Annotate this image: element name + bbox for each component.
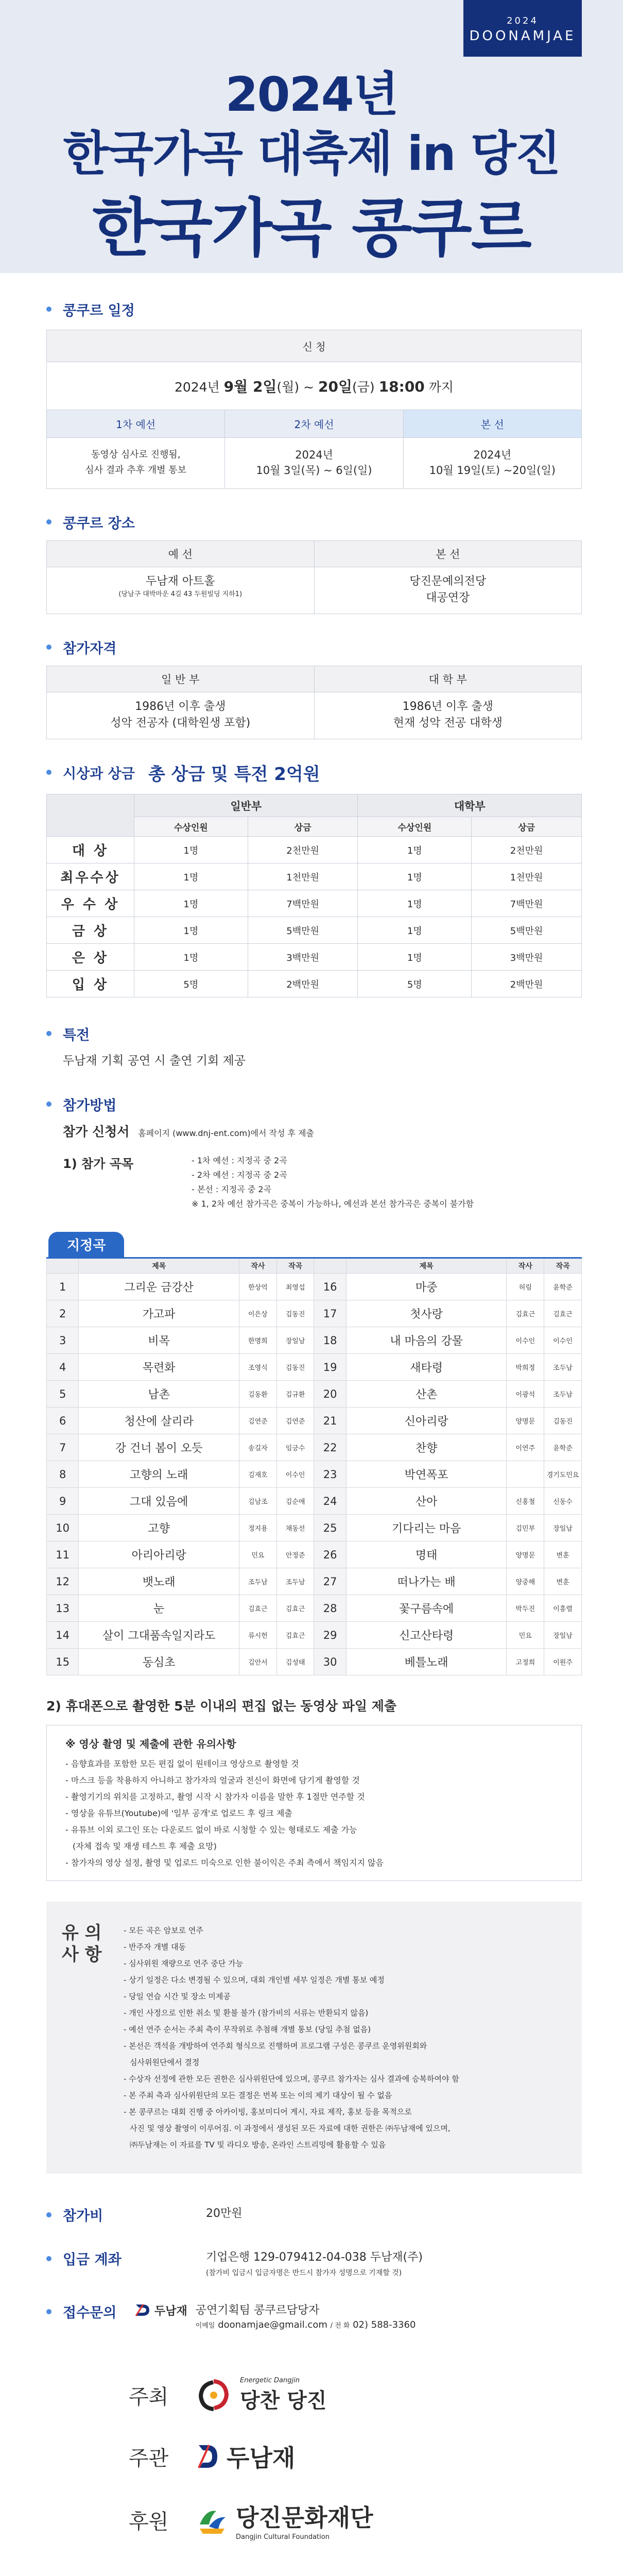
song-row <box>47 1649 582 1675</box>
song-number: 28 <box>314 1595 346 1622</box>
bullet-dot-icon <box>46 519 51 524</box>
song-row <box>47 1327 582 1354</box>
song-title: 그대 있음에 <box>79 1488 239 1515</box>
song-lyricist: 김재호 <box>239 1461 277 1488</box>
song-lyricist: 정지용 <box>239 1515 277 1541</box>
song-composer: 조두남 <box>544 1381 582 1408</box>
general-count: 1명 <box>134 917 248 944</box>
fee-contact-section <box>0 2205 623 2330</box>
prize-title: 시상과 상금 총 상금 및 특전 2억원 <box>46 757 582 788</box>
general-count: 1명 <box>134 863 248 890</box>
song-number: 22 <box>314 1434 346 1461</box>
song-lyricist: 고정희 <box>507 1649 544 1675</box>
song-number: 14 <box>47 1622 79 1649</box>
univ-count: 1명 <box>358 863 472 890</box>
song-composer: 김성태 <box>276 1649 314 1675</box>
round-first: 1차 예선 동영상 심사로 진행됨, 심사 결과 추후 개별 통보 <box>47 410 225 488</box>
account-number: 기업은행 129-079412-04-038 두남재(주) <box>206 2251 423 2264</box>
song-number: 16 <box>314 1274 346 1300</box>
song-composer: 김효근 <box>544 1300 582 1327</box>
song-composer: 장일남 <box>544 1622 582 1649</box>
song-number: 23 <box>314 1461 346 1488</box>
song-title: 꽃구름속에 <box>346 1595 507 1622</box>
bullet-dot-icon <box>46 2309 51 2314</box>
doonamjae-mark-icon <box>134 2301 151 2319</box>
song-number: 11 <box>47 1541 79 1568</box>
song-row <box>47 1274 582 1300</box>
song-number: 29 <box>314 1622 346 1649</box>
song-number: 2 <box>47 1300 79 1327</box>
schedule-section <box>0 294 623 489</box>
song-number: 25 <box>314 1515 346 1541</box>
round-second: 2차 예선 2024년 10월 3일(목) ~ 6일(일) <box>225 410 403 488</box>
song-composer: 김규환 <box>276 1381 314 1408</box>
song-number: 9 <box>47 1488 79 1515</box>
general-count: 1명 <box>134 890 248 917</box>
song-row <box>47 1488 582 1515</box>
univ-money: 5백만원 <box>472 917 582 944</box>
song-number: 21 <box>314 1408 346 1434</box>
application-form-line: 참가 신청서 홈페이지 (www.dnj-ent.com)에서 작성 후 제출 <box>63 1124 314 1139</box>
song-number: 30 <box>314 1649 346 1675</box>
song-number: 18 <box>314 1327 346 1354</box>
song-title: 목련화 <box>79 1354 239 1381</box>
song-composer: 김순애 <box>276 1488 314 1515</box>
prize-row <box>47 944 582 971</box>
univ-division-header: 대학부 <box>358 794 582 817</box>
bullet-dot-icon <box>46 2212 51 2217</box>
song-title: 고향 <box>79 1515 239 1541</box>
bullet-dot-icon <box>46 307 51 312</box>
general-money: 2천만원 <box>248 837 358 863</box>
song-title: 마중 <box>346 1274 507 1300</box>
notes-box <box>46 1902 582 2174</box>
prize-award-label: 대 상 <box>47 837 134 863</box>
song-title: 아리아리랑 <box>79 1541 239 1568</box>
benefit-text: 두남재 기획 공연 시 출연 기회 제공 <box>63 1054 246 1067</box>
organizer-name: 두남재 <box>227 2444 296 2472</box>
song-row <box>47 1434 582 1461</box>
song-number: 10 <box>47 1515 79 1541</box>
song-title: 첫사랑 <box>346 1300 507 1327</box>
song-composer: 김효근 <box>276 1622 314 1649</box>
song-number: 27 <box>314 1568 346 1595</box>
song-lyricist: 김민부 <box>507 1515 544 1541</box>
song-title: 산촌 <box>346 1381 507 1408</box>
song-number: 4 <box>47 1354 79 1381</box>
song-number: 15 <box>47 1649 79 1675</box>
song-lyricist <box>507 1461 544 1488</box>
title-competition: 한국가곡 콩쿠르 <box>92 192 531 265</box>
prize-section <box>0 757 623 997</box>
song-composer: 조두남 <box>544 1354 582 1381</box>
apply-label: 신 청 <box>47 330 581 362</box>
song-lyricist: 양중해 <box>507 1568 544 1595</box>
song-row <box>47 1461 582 1488</box>
general-money: 7백만원 <box>248 890 358 917</box>
video-requirement-title: 2) 휴대폰으로 촬영한 5분 이내의 편집 없는 동영상 파일 제출 <box>46 1699 397 1714</box>
song-lyricist: 김효근 <box>239 1595 277 1622</box>
univ-count: 1명 <box>358 917 472 944</box>
song-number: 17 <box>314 1300 346 1327</box>
song-title: 그리운 금강산 <box>79 1274 239 1300</box>
song-number: 7 <box>47 1434 79 1461</box>
song-composer: 이흥렬 <box>544 1595 582 1622</box>
song-composer: 이수인 <box>544 1327 582 1354</box>
song-lyricist: 박두진 <box>507 1595 544 1622</box>
song-title: 가고파 <box>79 1300 239 1327</box>
song-row <box>47 1568 582 1595</box>
benefit-title: 특전 <box>46 1018 582 1049</box>
total-prize-headline: 총 상금 및 특전 2억원 <box>148 764 320 785</box>
designated-songs-section <box>0 1232 623 2174</box>
year-tag: 2024 <box>507 15 539 26</box>
notes-list: - 모든 곡은 암보로 연주 - 반주자 개별 대동 - 심사위원 재량으로 연주 중단 가능 - 상기 일정은 다소 변경될 수 있으며, 대회 개인별 세부 일정은 개별 통보 예정 - 당일 연습 시간 및 장소 미제공 - 개인 사정으로 인한 취소 및 환불 불가 (참가비의 서류는 반환되지 않음) - 예선 연주 순서는 주최 측이 무작위로 추첨해 개별 통보 (당일 추첨 없음) - 본선은 객석을 개방하여 연주회 형식으로 진행하며 프로그램 구성은 콩쿠르 운영위원회와 심사위원단에서 결정 - 수상자 선정에 관한 모든 권한은 심사위원단에 있으며, 콩쿠르 참가자는 심사 결과에 승복하여야 함 - 본 주최 측과 심사위원단의 모든 결정은 번복 또는 이의 제기 대상이 될 수 없음 - 본 콩쿠르는 대회 진행 중 아카이빙, 홍보미디어 게시, 자료 제작, 홍보 등을 목적으로 사진 및 영상 촬영이 이루어짐. 이 과정에서 생성된 모든 자료에 대한 권한은 ㈜두남재에 있으며, ㈜두남재는 이 자료를 TV 및 라디오 방송, 온라인 스트리밍에 활용할 수 있음 <box>124 1926 459 2149</box>
contact-email: doonamjae@gmail.com <box>218 2319 327 2330</box>
doonamjae-logo-icon <box>196 2441 219 2472</box>
song-composer: 안정준 <box>276 1541 314 1568</box>
song-number: 13 <box>47 1595 79 1622</box>
song-lyricist: 김안서 <box>239 1649 277 1675</box>
fee-value: 20만원 <box>206 2207 243 2220</box>
song-lyricist: 김동환 <box>239 1381 277 1408</box>
song-title: 찬향 <box>346 1434 507 1461</box>
song-composer: 장일남 <box>544 1515 582 1541</box>
univ-money: 3백만원 <box>472 944 582 971</box>
song-composer: 최영섭 <box>276 1274 314 1300</box>
song-row <box>47 1408 582 1434</box>
song-title: 비목 <box>79 1327 239 1354</box>
bullet-dot-icon <box>46 645 51 650</box>
song-lyricist: 허림 <box>507 1274 544 1300</box>
song-composer: 김효근 <box>276 1595 314 1622</box>
song-lyricist: 이수인 <box>507 1327 544 1354</box>
song-lyricist: 이광석 <box>507 1381 544 1408</box>
song-composer: 신동수 <box>544 1488 582 1515</box>
song-title: 박연폭포 <box>346 1461 507 1488</box>
general-division-header: 일반부 <box>134 794 358 817</box>
songs-requirement: 1) 참가 곡목 - 1차 예선 : 지정곡 중 2곡 - 2차 예선 : 지정곡 중 2곡 - 본선 : 지정곡 중 2곡 ※ 1, 2차 예선 참가곡은 중복이 가능하나, 예선과 본선 참가곡은 중복이 불가함 <box>63 1156 474 1209</box>
method-title: 참가방법 <box>46 1089 582 1120</box>
prize-award-label: 금 상 <box>47 917 134 944</box>
bullet-dot-icon <box>46 1101 51 1107</box>
song-composer: 김동진 <box>276 1354 314 1381</box>
song-row <box>47 1300 582 1327</box>
song-lyricist: 김연준 <box>239 1408 277 1434</box>
song-title: 동심초 <box>79 1649 239 1675</box>
song-composer: 이원주 <box>544 1649 582 1675</box>
song-number: 3 <box>47 1327 79 1354</box>
general-count: 1명 <box>134 944 248 971</box>
eligibility-section <box>0 632 623 739</box>
song-lyricist: 조영식 <box>239 1354 277 1381</box>
prize-award-label: 최우수상 <box>47 863 134 890</box>
song-number: 20 <box>314 1381 346 1408</box>
song-composer: 변훈 <box>544 1541 582 1568</box>
song-title: 뱃노래 <box>79 1568 239 1595</box>
venue-box: 예 선 두남재 아트홀 (당남구 대박마운 4길 43 두원빌딩 지하1) 본 선 당진문예의전당 대공연장 <box>46 540 582 614</box>
song-title: 떠나가는 배 <box>346 1568 507 1595</box>
prize-row <box>47 890 582 917</box>
song-number: 6 <box>47 1408 79 1434</box>
song-lyricist: 이연주 <box>507 1434 544 1461</box>
song-title: 신고산타령 <box>346 1622 507 1649</box>
schedule-title: 콩쿠르 일정 <box>46 294 582 325</box>
song-composer: 김연준 <box>276 1408 314 1434</box>
general-money: 1천만원 <box>248 863 358 890</box>
univ-count: 1명 <box>358 837 472 863</box>
brand-tag: DOONAMJAE <box>469 28 576 44</box>
general-money: 2백만원 <box>248 971 358 997</box>
general-count: 5명 <box>134 971 248 997</box>
prize-award-label: 우 수 상 <box>47 890 134 917</box>
designated-songs-table: 제목 작사 작곡 제목 작사 작곡 1 그리운 금강산 한상억 최영섭 16 마중 허림 윤학준 2 가고파 이은상 김동진 17 첫사랑 김효근 김효근 3 비목 한명희 장일남 18 내 마음의 강물 이수인 이수인 4 목련화 조영식 김동진 19 새타령 박희정 조두남 5 남촌 김동환 김규환 20 산촌 이광석 조두남 6 청산에 살리라 김연준 김연준 21 신아리랑 양명문 김동진 7 강 건너 봄이 오듯 송길자 임긍수 22 찬향 이연주 윤학준 8 고향의 노래 김재호 이수인 23 박연폭포 경기도민요 9 그대 있음에 김남조 김순애 24 산아 신홍철 신동수 10 고향 정지용 채동선 25 기다리는 마음 김민부 장일남 11 아리아리랑 민요 안정준 26 명태 양명문 변훈 12 뱃노래 조두남 조두남 27 떠나가는 배 양중해 변훈 13 눈 김효근 김효근 28 꽃구름속에 박두진 이흥렬 14 살이 그대품속일지라도 류시헌 김효근 29 신고산타령 민요 장일남 15 동심초 김안서 김성태 30 베틀노래 고정희 이원주 <box>46 1257 582 1675</box>
poster-header <box>0 0 623 273</box>
prize-row <box>47 917 582 944</box>
song-row <box>47 1541 582 1568</box>
bullet-dot-icon <box>46 2256 51 2261</box>
host-name: 당찬 당진 <box>240 2389 327 2413</box>
song-lyricist: 박희정 <box>507 1354 544 1381</box>
song-title: 살이 그대품속일지라도 <box>79 1622 239 1649</box>
song-number: 1 <box>47 1274 79 1300</box>
univ-money: 2천만원 <box>472 837 582 863</box>
contact-phone: 02) 588-3360 <box>353 2319 416 2330</box>
venue-title: 콩쿠르 장소 <box>46 506 582 537</box>
notes-label: 유 의 사 항 <box>62 1923 102 1965</box>
song-composer: 조두남 <box>276 1568 314 1595</box>
song-lyricist: 양명문 <box>507 1541 544 1568</box>
brand-corner-tag <box>463 0 582 57</box>
song-number: 19 <box>314 1354 346 1381</box>
song-lyricist: 한명희 <box>239 1327 277 1354</box>
bullet-dot-icon <box>46 1031 51 1036</box>
song-number: 24 <box>314 1488 346 1515</box>
song-title: 남촌 <box>79 1381 239 1408</box>
song-lyricist: 김효근 <box>507 1300 544 1327</box>
song-composer: 김동진 <box>276 1300 314 1327</box>
song-composer: 경기도민요 <box>544 1461 582 1488</box>
general-count: 1명 <box>134 837 248 863</box>
prize-table: 일반부 대학부 수상인원 상금 수상인원 상금 대 상 1명 2천만원 1명 2천만원 최우수상 1명 1천만원 1명 1천만원 우 수 상 1명 7백만원 1명 7백만원 금 상 1명 5백만원 1명 5백만원 은 상 1명 3백만원 1명 3백만원 입 상 5명 2백만원 5명 2백만원 <box>46 794 582 997</box>
organizer-sponsor: 주관 두남재 <box>0 2439 623 2473</box>
song-row <box>47 1515 582 1541</box>
song-number: 26 <box>314 1541 346 1568</box>
song-title: 고향의 노래 <box>79 1461 239 1488</box>
song-title: 눈 <box>79 1595 239 1622</box>
contact-row: 접수문의 두남재 공연기획팀 콩쿠르담당자 이메일 doonamjae@gmail.com / 전 화 02) 588-3360 <box>46 2301 582 2330</box>
song-number: 5 <box>47 1381 79 1408</box>
song-title: 내 마음의 강물 <box>346 1327 507 1354</box>
prize-row <box>47 971 582 997</box>
song-number: 12 <box>47 1568 79 1595</box>
univ-money: 2백만원 <box>472 971 582 997</box>
benefit-section <box>0 1018 623 1068</box>
song-row <box>47 1622 582 1649</box>
song-composer: 장일남 <box>276 1327 314 1354</box>
song-title: 신아리랑 <box>346 1408 507 1434</box>
univ-count: 1명 <box>358 890 472 917</box>
dangjin-swirl-icon <box>196 2377 232 2413</box>
song-title: 새타령 <box>346 1354 507 1381</box>
song-title: 강 건너 봄이 오듯 <box>79 1434 239 1461</box>
song-lyricist: 류시헌 <box>239 1622 277 1649</box>
song-row <box>47 1381 582 1408</box>
venue-section <box>0 506 623 614</box>
song-row <box>47 1595 582 1622</box>
prize-row <box>47 837 582 863</box>
account-row: 입금 계좌 기업은행 129-079412-04-038 두남재(주) (참가비 입금시 입금자명은 반드시 참가자 성명으로 기재할 것) <box>46 2248 582 2278</box>
song-composer: 이수인 <box>276 1461 314 1488</box>
song-composer: 김동진 <box>544 1408 582 1434</box>
song-composer: 임긍수 <box>276 1434 314 1461</box>
song-lyricist: 조두남 <box>239 1568 277 1595</box>
designated-songs-label: 지정곡 <box>48 1232 124 1257</box>
univ-money: 1천만원 <box>472 863 582 890</box>
song-composer: 윤학준 <box>544 1434 582 1461</box>
round-columns <box>47 410 581 488</box>
eligibility-box: 일 반 부 1986년 이후 출생 성악 전공자 (대학원생 포함) 대 학 부 1986년 이후 출생 현재 성악 전공 대학생 <box>46 666 582 739</box>
host-sponsor: 주최 Energetic Dangjin 당찬 당진 <box>129 2377 327 2413</box>
song-lyricist: 양명문 <box>507 1408 544 1434</box>
eligibility-title: 참가자격 <box>46 632 582 663</box>
title-festival: 한국가곡 대축제 in 당진 <box>63 126 560 181</box>
prize-row <box>47 863 582 890</box>
song-composer: 변훈 <box>544 1568 582 1595</box>
song-composer: 채동선 <box>276 1515 314 1541</box>
song-lyricist: 신홍철 <box>507 1488 544 1515</box>
apply-period: 2024년 9월 2일(월) ~ 20일(금) 18:00 까지 <box>174 378 454 395</box>
univ-money: 7백만원 <box>472 890 582 917</box>
song-row <box>47 1354 582 1381</box>
song-title: 산아 <box>346 1488 507 1515</box>
song-lyricist: 송길자 <box>239 1434 277 1461</box>
prize-award-label: 은 상 <box>47 944 134 971</box>
song-lyricist: 민요 <box>239 1541 277 1568</box>
method-section <box>0 1089 623 1211</box>
sponsors-section <box>0 2377 623 2541</box>
prize-award-label: 입 상 <box>47 971 134 997</box>
video-guidelines-box: ※ 영상 촬영 및 제출에 관한 유의사항 - 음향효과를 포함한 모든 편집 없이 원테이크 영상으로 촬영할 것 - 마스크 등을 착용하지 아니하고 참가자의 얼굴과 전신이 화면에 담기게 촬영할 것 - 촬영기기의 위치를 고정하고, 촬영 시작 시 참가자 이름을 말한 후 1절만 연주할 것 - 영상을 유튜브(Youtube)에 '일부 공개'로 업로드 후 링크 제출 - 유튜브 이외 로그인 또는 다운로드 없이 바로 시청할 수 있는 형태로도 제출 가능 (자체 접속 및 재생 테스트 후 제출 요망) - 참가자의 영상 설정, 촬영 및 업로드 미숙으로 인한 불이익은 주최 측에서 책임지지 않음 <box>46 1725 582 1881</box>
doonamjae-logo: 두남재 <box>134 2301 187 2319</box>
general-money: 3백만원 <box>248 944 358 971</box>
title-year: 2024년 <box>225 67 398 122</box>
song-number: 8 <box>47 1461 79 1488</box>
song-title: 명태 <box>346 1541 507 1568</box>
univ-count: 1명 <box>358 944 472 971</box>
support-name: 당진문화재단 <box>236 2504 373 2532</box>
dangjin-foundation-icon <box>196 2504 229 2537</box>
support-sponsor: 후원 당진문화재단 Dangjin Cultural Foundation <box>129 2504 373 2541</box>
fee-row: 참가비 20만원 <box>46 2205 582 2225</box>
song-title: 기다리는 마음 <box>346 1515 507 1541</box>
song-title: 청산에 살리라 <box>79 1408 239 1434</box>
song-lyricist: 민요 <box>507 1622 544 1649</box>
song-lyricist: 김남조 <box>239 1488 277 1515</box>
song-title: 베틀노래 <box>346 1649 507 1675</box>
general-money: 5백만원 <box>248 917 358 944</box>
song-composer: 윤학준 <box>544 1274 582 1300</box>
song-lyricist: 한상억 <box>239 1274 277 1300</box>
round-final: 본 선 2024년 10월 19일(토) ~20일(일) <box>404 410 581 488</box>
song-lyricist: 이은상 <box>239 1300 277 1327</box>
univ-count: 5명 <box>358 971 472 997</box>
bullet-dot-icon <box>46 770 51 775</box>
schedule-box <box>46 330 582 489</box>
